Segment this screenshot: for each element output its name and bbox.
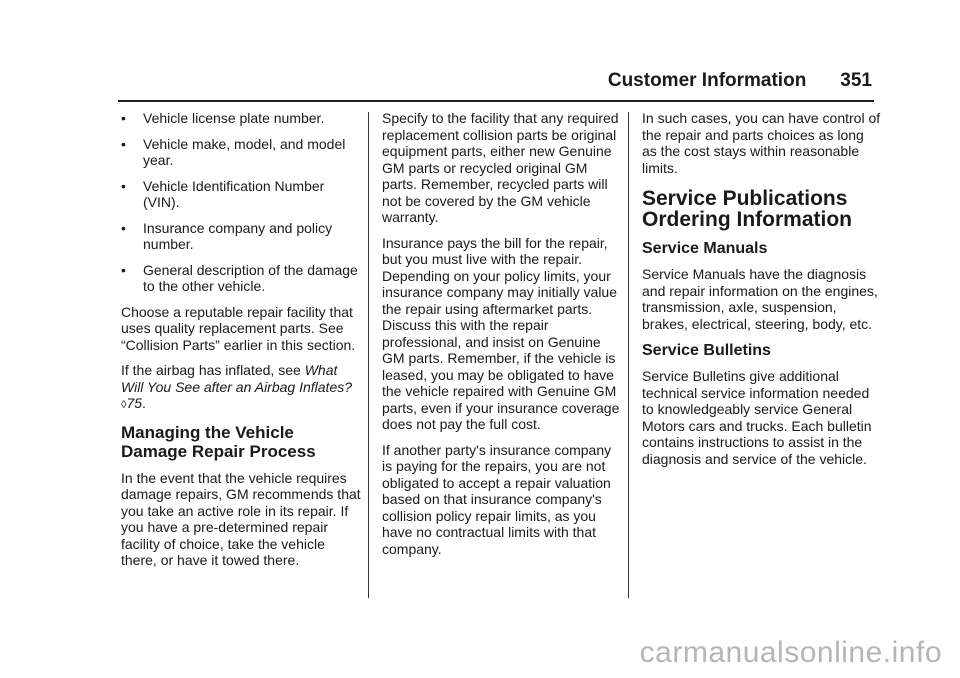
list-item-text: Vehicle license plate number. (143, 110, 325, 126)
list-item-text: Insurance company and policy number. (143, 219, 333, 252)
service-bulletins-paragraph: Service Bulletins give additional technical service information needed to knowledgeably service General Motors cars and trucks. Each bulletin contains instructions to assist in the diagnosis and service of the vehicle. (642, 368, 872, 467)
list-item (121, 136, 361, 169)
third-party-paragraph: If another party's insurance company is paying for the repairs, you are not obligated to accept a repair valuation based on that insurance company's collision policy repair limits, as you have no contractual limits with that company. (382, 441, 612, 557)
collision-parts-paragraph: Choose a reputable repair facility that uses quality replacement parts. See “Collision Parts” earlier in this section. (121, 303, 356, 353)
page-reference-icon: ◊ (121, 399, 127, 411)
list-item (121, 110, 361, 127)
column-1 (121, 110, 361, 578)
airbag-reference-page[interactable]: 75 (126, 395, 143, 411)
service-publications-heading: Service Publications Ordering Information (642, 187, 852, 231)
airbag-text: If the airbag has inflated, see (121, 362, 305, 378)
bullet-icon: • (121, 261, 126, 278)
service-manuals-heading: Service Manuals (642, 240, 768, 257)
bullet-icon: • (121, 219, 126, 236)
service-manuals-paragraph: Service Manuals have the diagnosis and repair information on the engines, transmission, axle, suspension, brakes, electrical, steering, body, etc. (642, 266, 878, 332)
list-item (121, 178, 361, 211)
repair-process-paragraph: In the event that the vehicle requires damage repairs, GM recommends that you take an active role in its repair. If you have a pre-determined repair facility of choice, take the vehicle there, or have it towed there. (121, 469, 361, 568)
service-bulletins-heading: Service Bulletins (642, 342, 771, 359)
section-title: Customer Information (607, 70, 807, 91)
list-item-text: Vehicle make, model, and model year. (143, 135, 346, 168)
airbag-period: . (142, 395, 146, 411)
page-number: 351 (840, 70, 872, 91)
list-item-text: Vehicle Identification Number (VIN). (143, 177, 325, 210)
airbag-reference-link[interactable]: What Will You See after an Airbag Inflates? (121, 362, 353, 395)
bullet-icon: • (121, 177, 126, 194)
column-divider-2 (628, 112, 629, 598)
insurance-paragraph: Insurance pays the bill for the repair, but you must live with the repair. Depending on your policy limits, your insurance company may initially value the repair using aftermarket parts. Discuss this with the repair professional, and insist on Genuine GM parts. Remember, if the vehicle is leased, you may be obligated to have the vehicle repaired with Genuine GM parts, even if your insurance coverage does not pay the full cost. (382, 234, 620, 432)
bullet-icon: • (121, 135, 126, 152)
page-header (608, 70, 872, 92)
bullet-list (121, 110, 361, 295)
list-item (121, 220, 361, 253)
header-rule (118, 100, 874, 102)
replacement-parts-paragraph: Specify to the facility that any required replacement collision parts be original equipment parts, either new Genuine GM parts or recycled original GM parts. Remember, recycled parts will not be covered by the GM vehicle warranty. (382, 110, 619, 225)
column-divider-1 (368, 112, 369, 598)
managing-damage-heading: Managing the Vehicle Damage Repair Process (121, 422, 316, 461)
column-2 (382, 110, 622, 566)
control-paragraph: In such cases, you can have control of the repair and parts choices as long as the cost stays within reasonable limits. (642, 110, 881, 176)
airbag-paragraph (121, 362, 361, 414)
watermark: carmanualsonline.info (639, 636, 942, 669)
column-3 (642, 110, 882, 476)
list-item (121, 262, 361, 295)
bullet-icon: • (121, 110, 126, 126)
list-item-text: General description of the damage to the other vehicle. (143, 261, 358, 294)
